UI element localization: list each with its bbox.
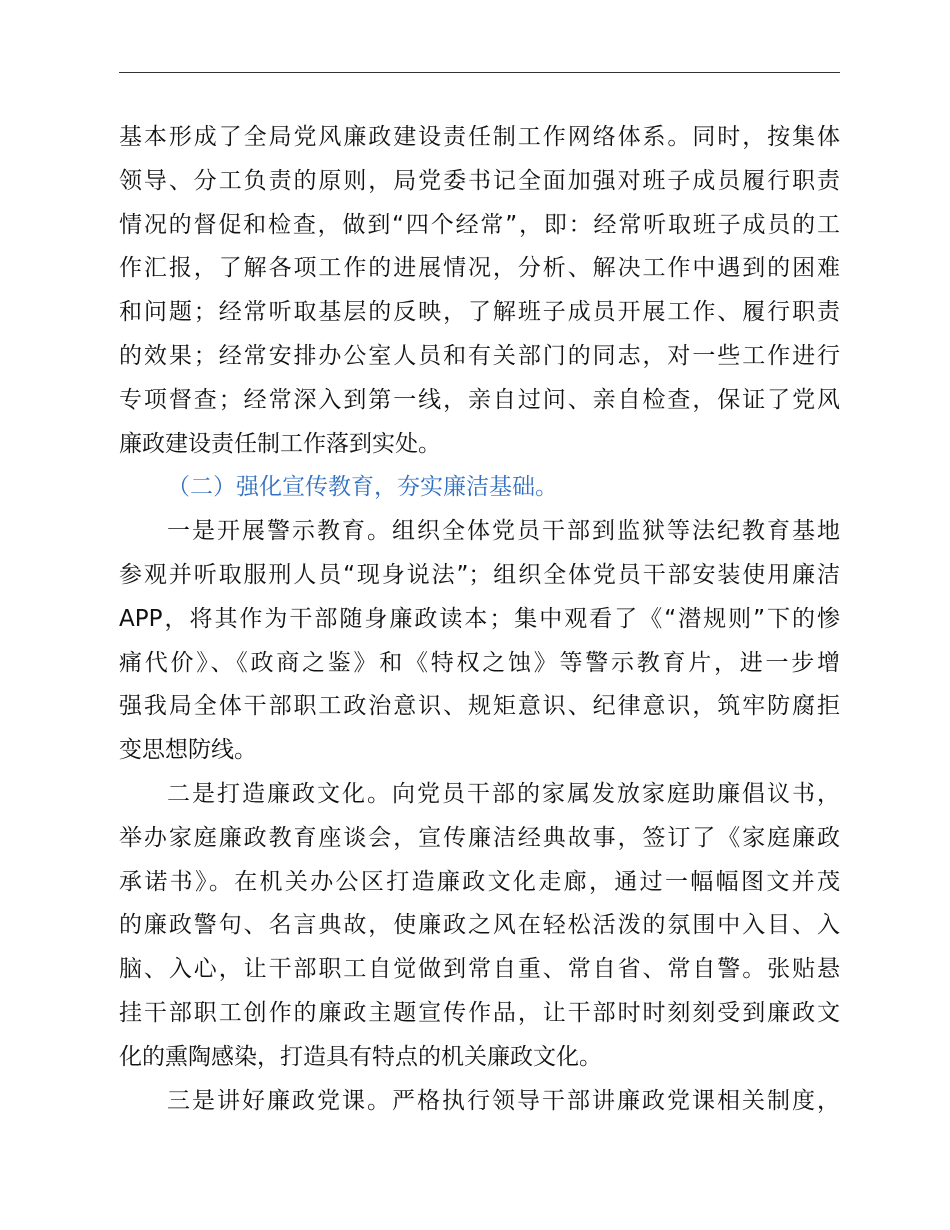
paragraph-line: 挂干部职工创作的廉政主题宣传作品，让干部时时刻刻受到廉政文 bbox=[119, 999, 840, 1026]
paragraph-line: 举办家庭廉政教育座谈会，宣传廉洁经典故事，签订了《家庭廉政 bbox=[119, 824, 840, 851]
paragraph-line: 痛代价》、《政商之鉴》和《特权之蚀》等警示教育片，进一步增 bbox=[119, 649, 840, 676]
paragraph-line: 的效果；经常安排办公室人员和有关部门的同志，对一些工作进行 bbox=[119, 342, 840, 369]
paragraph-line: 一是开展警示教育。组织全体党员干部到监狱等法纪教育基地 bbox=[167, 518, 840, 545]
paragraph-line: 廉政建设责任制工作落到实处。 bbox=[119, 430, 441, 457]
paragraph-3 bbox=[119, 773, 840, 1080]
paragraph-line: 参观并听取服刑人员“现身说法”；组织全体党员干部安装使用廉洁 bbox=[119, 561, 840, 588]
paragraph-1 bbox=[119, 116, 840, 466]
paragraph-line: 基本形成了全局党风廉政建设责任制工作网络体系。同时，按集体 bbox=[119, 124, 840, 150]
paragraph-2 bbox=[119, 510, 840, 773]
paragraph-line: 强我局全体干部职工政治意识、规矩意识、纪律意识，筑牢防腐拒 bbox=[119, 693, 840, 720]
paragraph-line: 的廉政警句、名言典故，使廉政之风在轻松活泼的氛围中入目、入 bbox=[119, 912, 840, 939]
paragraph-line: 和问题；经常听取基层的反映，了解班子成员开展工作、履行职责 bbox=[119, 299, 840, 326]
paragraph-line: 承诺书》。在机关办公区打造廉政文化走廊，通过一幅幅图文并茂 bbox=[119, 868, 840, 895]
paragraph-line: 三是讲好廉政党课。严格执行领导干部讲廉政党课相关制度， bbox=[167, 1087, 840, 1114]
document-body bbox=[119, 116, 840, 1123]
section-heading: （二）强化宣传教育，夯实廉洁基础。 bbox=[167, 474, 558, 501]
paragraph-4 bbox=[119, 1080, 840, 1124]
paragraph-line: 化的熏陶感染，打造具有特点的机关廉政文化。 bbox=[119, 1043, 602, 1070]
paragraph-line: 情况的督促和检查，做到“四个经常”，即：经常听取班子成员的工 bbox=[119, 211, 840, 238]
paragraph-line: 二是打造廉政文化。向党员干部的家属发放家庭助廉倡议书， bbox=[167, 780, 840, 807]
paragraph-line: 变思想防线。 bbox=[119, 737, 257, 764]
paragraph-line: APP，将其作为干部随身廉政读本；集中观看了《“潜规则”下的惨 bbox=[119, 605, 840, 632]
paragraph-line: 脑、入心，让干部职工自觉做到常自重、常自省、常自警。张贴悬 bbox=[119, 956, 840, 983]
header-rule bbox=[119, 72, 840, 73]
paragraph-line: 作汇报，了解各项工作的进展情况，分析、解决工作中遇到的困难 bbox=[119, 255, 840, 282]
paragraph-line: 领导、分工负责的原则，局党委书记全面加强对班子成员履行职责 bbox=[119, 167, 840, 194]
paragraph-line: 专项督查；经常深入到第一线，亲自过问、亲自检查，保证了党风 bbox=[119, 386, 840, 413]
